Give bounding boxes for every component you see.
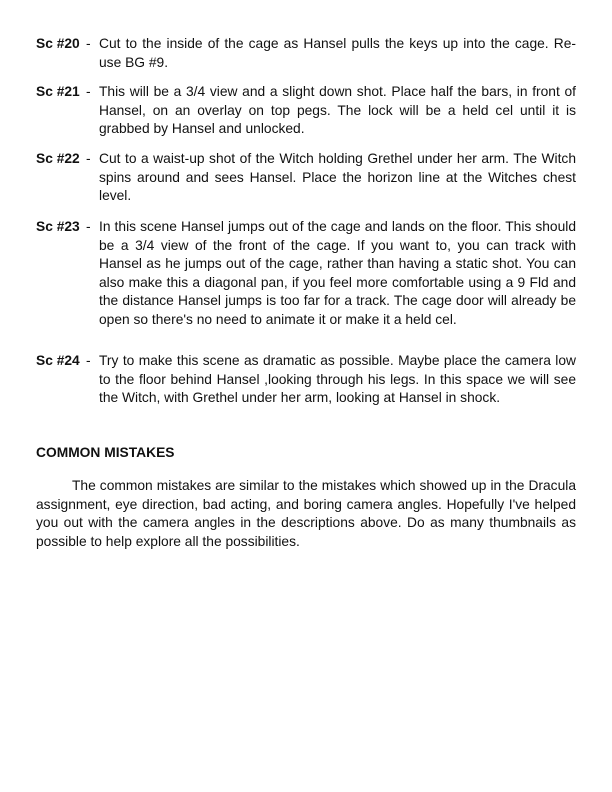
section-heading: COMMON MISTAKES — [36, 445, 175, 460]
scene-entry-21 — [36, 83, 576, 139]
scene-dash: - — [86, 36, 91, 51]
scene-entry-20 — [36, 35, 576, 72]
scene-label: Sc #22 — [36, 151, 80, 166]
scene-description: Cut to a waist-up shot of the Witch holding Grethel under her arm. The Witch spins around and sees Hansel. Place the horizon line at the Witches chest level. — [99, 151, 576, 203]
scene-dash: - — [86, 151, 91, 166]
scene-label: Sc #21 — [36, 84, 80, 99]
scene-dash: - — [86, 353, 91, 368]
common-mistakes-paragraph: The common mistakes are similar to the mistakes which showed up in the Dracula assignment, eye direction, bad acting, and boring camera angles. Hopefully I've helped you out with the camera angles in the descriptions above. Do as many thumbnails as possible to help explore all the possibilities. — [36, 478, 576, 549]
scene-description: This will be a 3/4 view and a slight down shot. Place half the bars, in front of Hansel, on an overlay on top pegs. The lock will be a held cel until it is grabbed by Hansel and unlocked. — [99, 84, 576, 136]
scene-entry-24 — [36, 352, 576, 408]
scene-description: In this scene Hansel jumps out of the cage and lands on the floor. This should be a 3/4 view of the front of the cage. If you want to, you can track with Hansel as he jumps out of the cage, rather than having a static shot. You can also make this a diagonal pan, if you feel more comfortable using a 9 Fld and the distance Hansel jumps is too far for a track. The cage door will already be open so there's no need to animate it or make it a held cel. — [99, 219, 576, 327]
scene-label: Sc #23 — [36, 219, 80, 234]
scene-entry-22 — [36, 150, 576, 206]
scene-dash: - — [86, 219, 91, 234]
scene-entry-23 — [36, 218, 576, 329]
scene-description: Cut to the inside of the cage as Hansel pulls the keys up into the cage. Re-use BG #9. — [99, 36, 576, 70]
scene-label: Sc #20 — [36, 36, 80, 51]
scene-dash: - — [86, 84, 91, 99]
scene-description: Try to make this scene as dramatic as possible. Maybe place the camera low to the floor behind Hansel ,looking through his legs. In this space we will see the Witch, with Grethel under her arm, looking at Hansel in shock. — [99, 353, 576, 405]
scene-label: Sc #24 — [36, 353, 80, 368]
